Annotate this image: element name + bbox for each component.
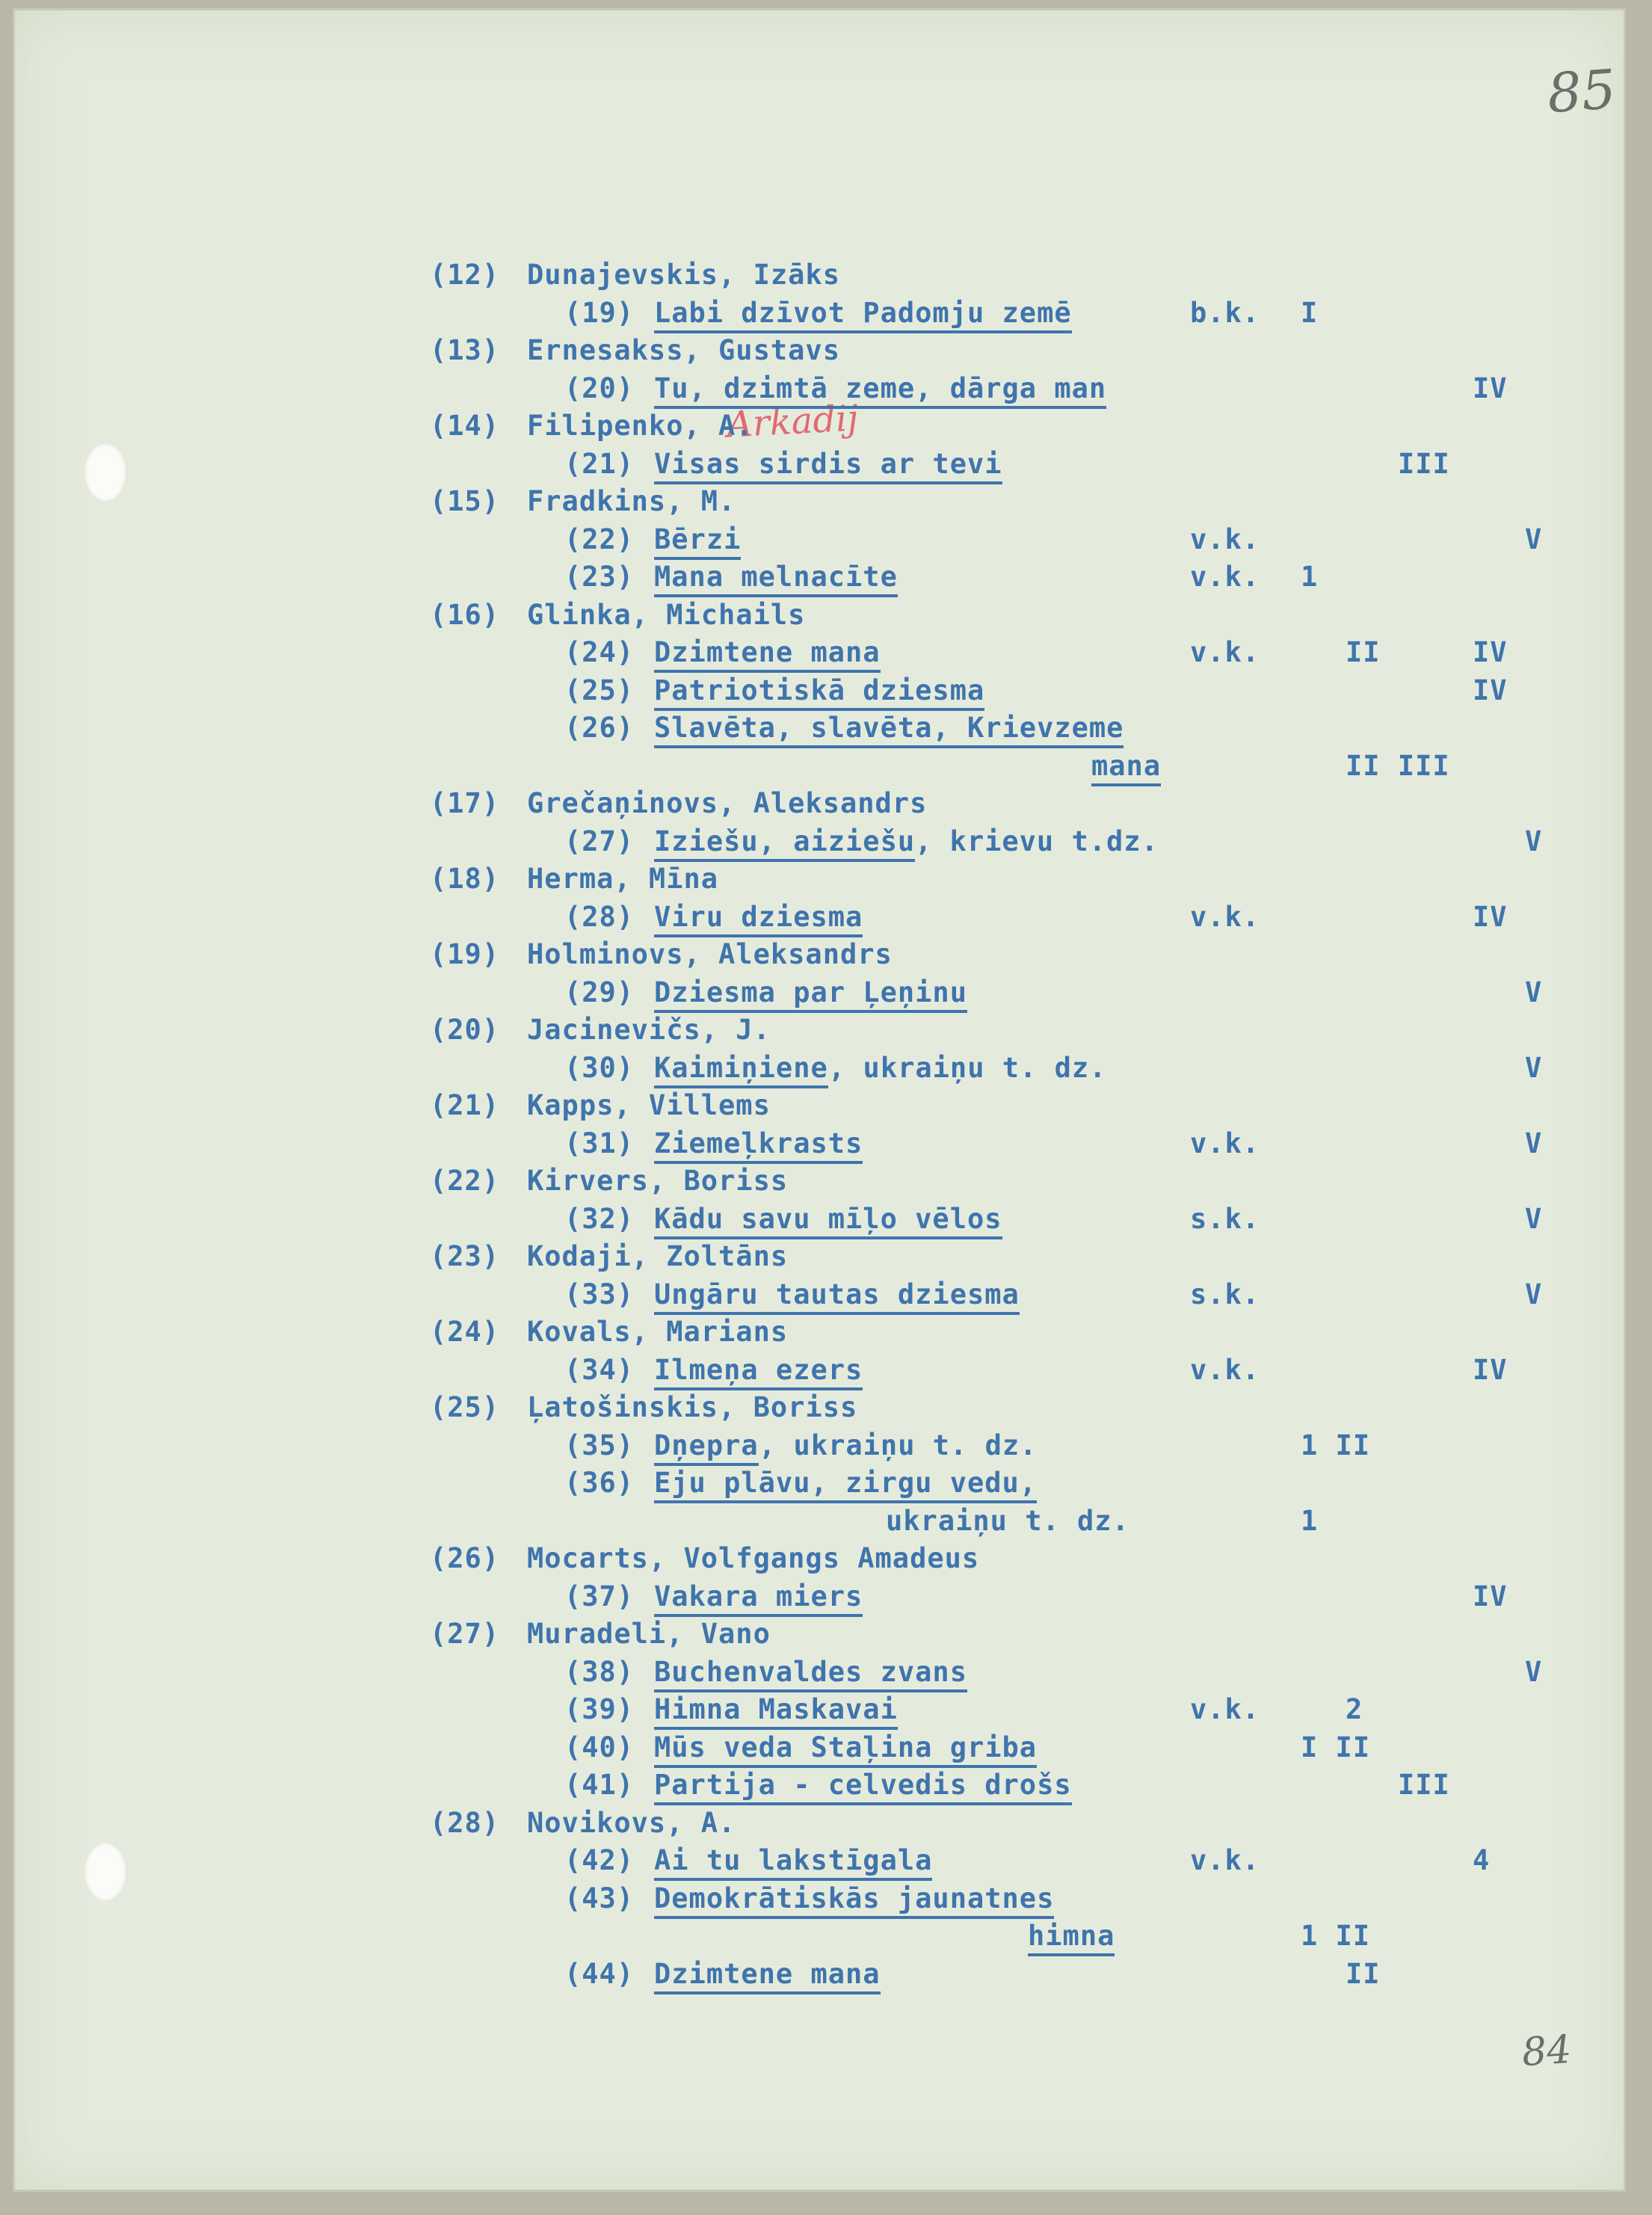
composer-name: Dunajevskis, Izāks [527, 259, 840, 291]
grade-mark: I [1301, 296, 1319, 329]
composer-number: (17) [430, 787, 500, 819]
song-title: Bērzi [654, 523, 741, 560]
composer-number: (21) [430, 1089, 500, 1121]
song-number: (33) [564, 1278, 635, 1310]
song-number: (19) [564, 296, 635, 329]
grade-mark: V [1525, 1051, 1543, 1084]
grade-mark: III [1398, 447, 1450, 480]
composer-number: (20) [430, 1014, 500, 1046]
grade-mark: 1 II [1301, 1920, 1371, 1952]
composer-number: (14) [430, 410, 500, 442]
composer-number: (22) [430, 1165, 500, 1197]
voice-type: v.k. [1190, 1353, 1260, 1386]
song-title: Demokrātiskās jaunatnes [654, 1882, 1054, 1919]
song-title: Dņepra [654, 1429, 759, 1466]
song-number: (23) [564, 561, 635, 593]
voice-type: v.k. [1190, 1127, 1260, 1159]
song-number: (38) [564, 1655, 635, 1688]
grade-mark: 1 [1301, 1504, 1319, 1537]
grade-mark: V [1525, 1278, 1543, 1310]
song-note: , ukraiņu t. dz. [828, 1051, 1107, 1084]
grade-mark: III [1398, 1769, 1450, 1801]
song-title: Visas sirdis ar tevi [654, 448, 1002, 484]
song-title: Kaimiņiene [654, 1052, 828, 1088]
song-title: Ungāru tautas dziesma [654, 1278, 1020, 1315]
grade-mark: V [1525, 523, 1543, 555]
grade-mark: IV [1473, 636, 1508, 668]
song-title: Himna Maskavai [654, 1693, 898, 1730]
composer-name: Herma, Mīna [527, 863, 719, 895]
grade-mark: V [1525, 976, 1543, 1008]
song-title: Viru dziesma [654, 901, 863, 937]
song-number: (35) [564, 1429, 635, 1461]
composer-name: Kovals, Marians [527, 1316, 789, 1348]
grade-mark: V [1525, 825, 1543, 857]
song-number: (26) [564, 712, 635, 744]
song-number: (30) [564, 1051, 635, 1084]
voice-type: v.k. [1190, 1844, 1260, 1876]
page-number-top: 85 [1545, 57, 1618, 126]
song-title: Eju plāvu, zirgu vedu, [654, 1467, 1037, 1503]
grade-mark: V [1525, 1655, 1543, 1688]
punch-hole [84, 443, 127, 502]
voice-type: b.k. [1190, 296, 1260, 329]
voice-type: v.k. [1190, 523, 1260, 555]
composer-number: (15) [430, 485, 500, 517]
composer-number: (19) [430, 938, 500, 970]
song-number: (20) [564, 372, 635, 404]
song-note: , krievu t.dz. [915, 825, 1159, 857]
song-title: Dziesma par Ļeņinu [654, 976, 967, 1013]
grade-mark: 1 [1301, 561, 1319, 593]
composer-number: (26) [430, 1542, 500, 1574]
song-title-continued: mana [1091, 750, 1161, 786]
song-title: Labi dzīvot Padomju zemē [654, 297, 1072, 333]
document-page [15, 10, 1624, 2190]
composer-name: Kirvers, Boriss [527, 1165, 789, 1197]
song-number: (41) [564, 1769, 635, 1801]
composer-number: (12) [430, 259, 500, 291]
composer-name: Glinka, Michails [527, 598, 806, 631]
composer-name: Kodaji, Zoltāns [527, 1240, 789, 1272]
composer-name: Jacinevičs, J. [527, 1014, 771, 1046]
composer-number: (13) [430, 334, 500, 366]
song-number: (27) [564, 825, 635, 857]
song-title: Iziešu, aiziešu [654, 825, 915, 862]
song-title: Ziemeļkrasts [654, 1127, 863, 1164]
voice-type: v.k. [1190, 900, 1260, 933]
composer-name: Muradeli, Vano [527, 1618, 771, 1650]
song-number: (36) [564, 1467, 635, 1499]
grade-mark: IV [1473, 674, 1508, 706]
song-title: Mana melnacīte [654, 561, 898, 597]
song-title: Slavēta, slavēta, Krievzeme [654, 712, 1124, 748]
song-title: Partija - celvedis drošs [654, 1769, 1072, 1805]
grade-mark: V [1525, 1202, 1543, 1235]
composer-number: (16) [430, 598, 500, 631]
song-number: (44) [564, 1957, 635, 1990]
song-title: Dzimtene mana [654, 1958, 881, 1994]
song-title: Ai tu lakstīgala [654, 1844, 932, 1881]
composer-name: Grečaņinovs, Aleksandrs [527, 787, 928, 819]
composer-name: Filipenko, A. [527, 410, 753, 442]
composer-number: (23) [430, 1240, 500, 1272]
voice-type: v.k. [1190, 1693, 1260, 1725]
song-title: Vakara miers [654, 1580, 863, 1617]
voice-type: s.k. [1190, 1202, 1260, 1235]
song-number: (42) [564, 1844, 635, 1876]
song-title: Mūs veda Staļina griba [654, 1731, 1037, 1768]
song-number: (31) [564, 1127, 635, 1159]
composer-number: (18) [430, 863, 500, 895]
grade-mark: 1 II [1301, 1429, 1371, 1461]
song-number: (34) [564, 1353, 635, 1386]
song-title-continued: himna [1028, 1920, 1115, 1956]
song-number: (22) [564, 523, 635, 555]
grade-mark: IV [1473, 1580, 1508, 1612]
song-title: Kādu savu mīļo vēlos [654, 1203, 1002, 1239]
song-number: (29) [564, 976, 635, 1008]
composer-name: Ļatošinskis, Boriss [527, 1391, 858, 1423]
grade-mark: 4 [1473, 1844, 1491, 1876]
voice-type: v.k. [1190, 636, 1260, 668]
composer-name: Fradkins, M. [527, 485, 736, 517]
song-title: Buchenvaldes zvans [654, 1656, 967, 1692]
grade-mark: IV [1473, 900, 1508, 933]
song-title: Ilmeņa ezers [654, 1354, 863, 1390]
composer-number: (25) [430, 1391, 500, 1423]
song-number: (40) [564, 1731, 635, 1763]
composer-name: Novikovs, A. [527, 1806, 736, 1839]
grade-mark: II III [1346, 749, 1450, 782]
song-number: (28) [564, 900, 635, 933]
song-number: (24) [564, 636, 635, 668]
handwritten-annotation: Arkadij [725, 397, 860, 446]
grade-mark: IV [1473, 372, 1508, 404]
song-number: (21) [564, 447, 635, 480]
composer-name: Mocarts, Volfgangs Amadeus [527, 1542, 980, 1574]
song-number: (39) [564, 1693, 635, 1725]
composer-name: Ernesakss, Gustavs [527, 334, 840, 366]
grade-mark: II [1346, 636, 1381, 668]
composer-name: Kapps, Villems [527, 1089, 771, 1121]
composer-number: (24) [430, 1316, 500, 1348]
grade-mark: 2 [1346, 1693, 1363, 1725]
composer-number: (28) [430, 1806, 500, 1839]
grade-mark: I II [1301, 1731, 1371, 1763]
song-number: (25) [564, 674, 635, 706]
song-number: (43) [564, 1882, 635, 1914]
grade-mark: IV [1473, 1353, 1508, 1386]
grade-mark: V [1525, 1127, 1543, 1159]
punch-hole [84, 1842, 127, 1902]
song-title: Tu, dzimtā zeme, dārga man [654, 372, 1106, 409]
song-number: (32) [564, 1202, 635, 1235]
song-title: Dzimtene mana [654, 636, 881, 673]
grade-mark: II [1346, 1957, 1381, 1990]
composer-name: Holminovs, Aleksandrs [527, 938, 893, 970]
voice-type: v.k. [1190, 561, 1260, 593]
song-note: , ukraiņu t. dz. [759, 1429, 1038, 1461]
voice-type: s.k. [1190, 1278, 1260, 1310]
song-number: (37) [564, 1580, 635, 1612]
song-title: Patriotiskā dziesma [654, 674, 984, 711]
song-note-continued: ukraiņu t. dz. [886, 1504, 1129, 1537]
composer-number: (27) [430, 1618, 500, 1650]
page-number-bottom: 84 [1520, 2027, 1574, 2076]
